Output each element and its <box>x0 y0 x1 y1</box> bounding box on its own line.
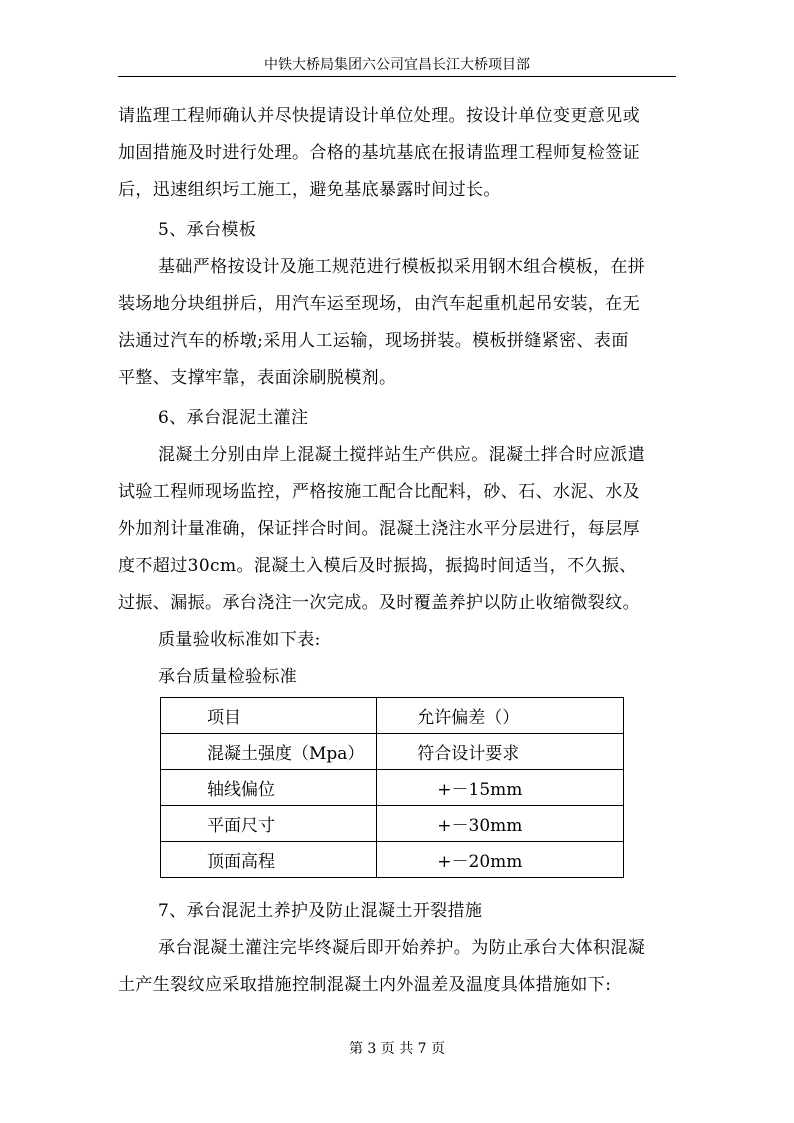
text-line: 度不超过30cm。混凝土入模后及时振捣，振捣时间适当，不久振、 <box>118 556 637 576</box>
text-line: 后，迅速组织圬工施工，避免基底暴露时间过长。 <box>118 180 501 200</box>
table-header-cell: 项目 <box>161 698 377 734</box>
text-line: 装场地分块组拼后，用汽车运至现场，由汽车起重机起吊安装，在无 <box>118 294 640 314</box>
table-cell: 平面尺寸 <box>161 806 377 842</box>
text-line: 混凝土分别由岸上混凝土搅拌站生产供应。混凝土拌合时应派遣 <box>158 445 646 465</box>
table-header-cell: 允许偏差（） <box>377 698 624 734</box>
table-title: 承台质量检验标准 <box>158 667 298 687</box>
text-line: 基础严格按设计及施工规范进行模板拟采用钢木组合模板，在拼 <box>158 257 646 277</box>
quality-standard-table <box>160 697 624 878</box>
section-heading: 6、承台混泥土灌注 <box>158 408 309 428</box>
table-cell: 轴线偏位 <box>161 770 377 806</box>
section-heading: 5、承台模板 <box>158 220 257 240</box>
header-title: 中铁大桥局集团六公司宜昌长江大桥项目部 <box>264 57 530 73</box>
text-line: 土产生裂纹应采取措施控制混凝土内外温差及温度具体措施如下: <box>118 975 612 995</box>
text-line: 试验工程师现场监控，严格按施工配合比配料，砂、石、水泥、水及 <box>118 482 640 502</box>
section-7 <box>118 893 676 1004</box>
table-intro: 质量验收标准如下表: <box>158 630 321 650</box>
table-cell: +－30mm <box>377 806 624 842</box>
table-cell: 混凝土强度（Mpa） <box>161 734 377 770</box>
table-row <box>161 842 624 878</box>
text-line: 过振、漏振。承台浇注一次完成。及时覆盖养护以防止收缩微裂纹。 <box>118 593 640 613</box>
table-row <box>161 770 624 806</box>
text-line: 加固措施及时进行处理。合格的基坑基底在报请监理工程师复检签证 <box>118 143 640 163</box>
text-line: 承台混凝土灌注完毕终凝后即开始养护。为防止承台大体积混凝 <box>158 938 646 958</box>
page-header <box>118 54 676 77</box>
table-cell: 顶面高程 <box>161 842 377 878</box>
table-header-row <box>161 698 624 734</box>
text-line: 请监理工程师确认并尽快提请设计单位处理。按设计单位变更意见或 <box>118 106 640 126</box>
text-line: 平整、支撑牢靠，表面涂刷脱模剂。 <box>118 368 397 388</box>
table-cell: +－20mm <box>377 842 624 878</box>
page-footer <box>0 1038 794 1058</box>
table-row <box>161 734 624 770</box>
intro-paragraph <box>118 98 676 209</box>
text-line: 法通过汽车的桥墩;采用人工运输，现场拼装。模板拼缝紧密、表面 <box>118 331 629 351</box>
text-line: 外加剂计量准确，保证拌合时间。混凝土浇注水平分层进行，每层厚 <box>118 519 640 539</box>
section-5 <box>118 212 676 397</box>
table-cell: +－15mm <box>377 770 624 806</box>
section-heading: 7、承台混泥土养护及防止混凝土开裂措施 <box>158 901 483 921</box>
section-6 <box>118 400 676 696</box>
table-cell: 符合设计要求 <box>377 734 624 770</box>
page-number: 第 3 页 共 7 页 <box>348 1041 446 1057</box>
table-row <box>161 806 624 842</box>
